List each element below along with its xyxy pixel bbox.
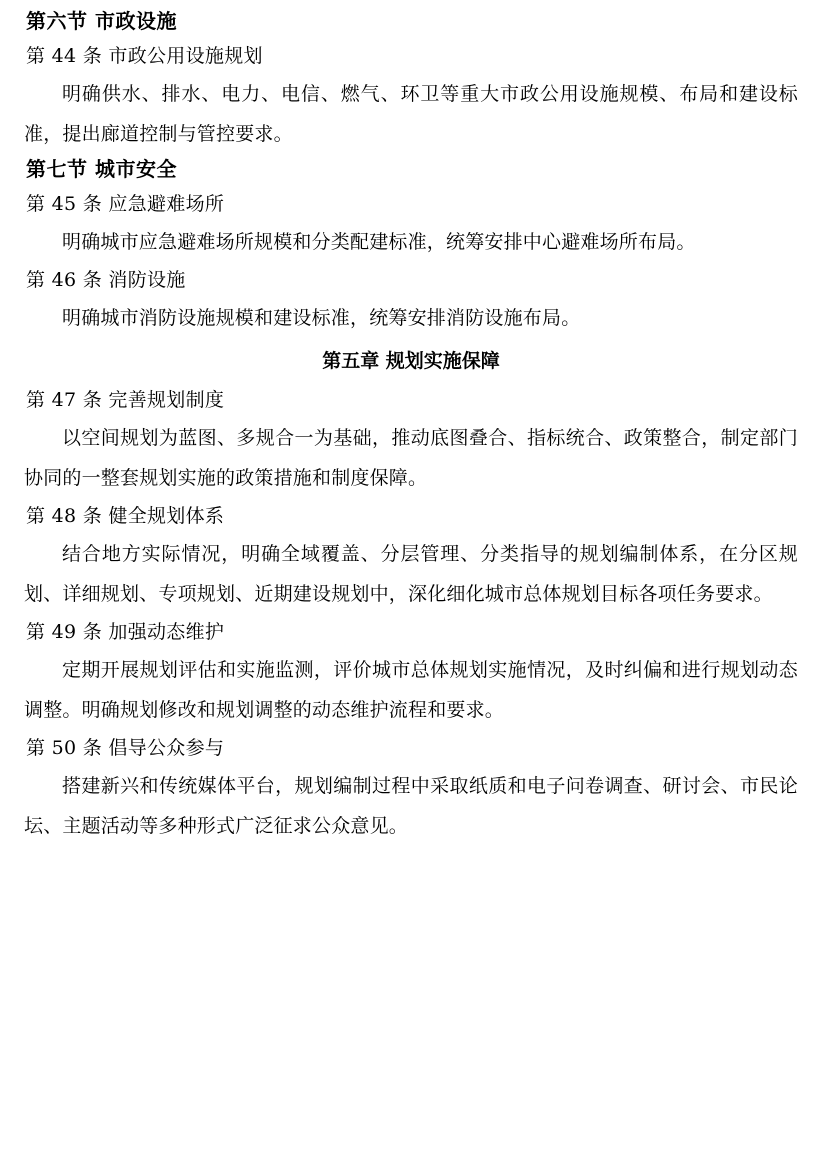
article-body-44: 明确供水、排水、电力、电信、燃气、环卫等重大市政公用设施规模、布局和建设标准，提出廊道控制与管控要求。 [24,83,798,145]
section-heading-municipal-facilities: 第六节 市政设施 [26,9,177,33]
article-title-48: 第 48 条 健全规划体系 [26,505,225,527]
article-title-44: 第 44 条 市政公用设施规划 [26,45,263,67]
article-body-46: 明确城市消防设施规模和建设标准，统筹安排消防设施布局。 [62,307,581,329]
article-body-50: 搭建新兴和传统媒体平台，规划编制过程中采取纸质和电子问卷调查、研讨会、市民论坛、主题活动等多种形式广泛征求公众意见。 [24,775,798,837]
article-title-47: 第 47 条 完善规划制度 [26,389,225,411]
chapter-heading-5: 第五章 规划实施保障 [322,350,500,372]
article-title-49: 第 49 条 加强动态维护 [26,621,225,643]
article-body-48: 结合地方实际情况，明确全域覆盖、分层管理、分类指导的规划编制体系，在分区规划、详细规划、专项规划、近期建设规划中，深化细化城市总体规划目标各项任务要求。 [24,543,798,605]
section-heading-urban-safety: 第七节 城市安全 [26,157,177,181]
article-title-50: 第 50 条 倡导公众参与 [26,737,225,759]
article-body-49: 定期开展规划评估和实施监测，评价城市总体规划实施情况，及时纠偏和进行规划动态调整。明确规划修改和规划调整的动态维护流程和要求。 [24,659,798,721]
article-title-45: 第 45 条 应急避难场所 [26,193,225,215]
document-body [24,6,798,846]
article-body-45: 明确城市应急避难场所规模和分类配建标准，统筹安排中心避难场所布局。 [62,231,696,253]
article-body-47: 以空间规划为蓝图、多规合一为基础，推动底图叠合、指标统合、政策整合，制定部门协同的一整套规划实施的政策措施和制度保障。 [24,427,798,489]
article-title-46: 第 46 条 消防设施 [26,269,186,291]
